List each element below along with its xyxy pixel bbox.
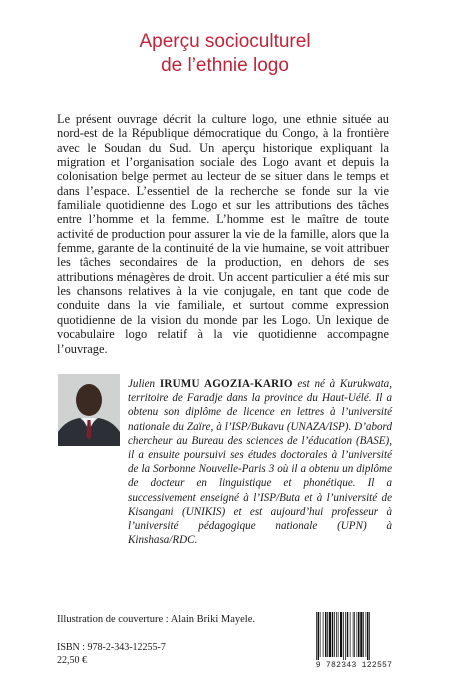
barcode-bar: [316, 612, 317, 660]
isbn: ISBN : 978-2-343-12255-7: [57, 642, 166, 653]
author-surname: IRUMU AGOZIA-KARIO: [159, 378, 293, 390]
barcode-bar: [345, 612, 346, 660]
barcode-bar: [340, 612, 342, 657]
author-bio: [128, 377, 392, 547]
barcode-bar: [336, 612, 337, 657]
barcode-bar: [334, 612, 335, 657]
barcode-bar: [320, 612, 321, 657]
barcode-bar: [332, 612, 334, 657]
barcode-digits: 9 782343 122557: [315, 661, 393, 670]
author-portrait-icon: [58, 374, 120, 446]
barcode-bar: [329, 612, 331, 657]
price: 22,50 €: [57, 655, 87, 666]
barcode-bar: [354, 612, 355, 657]
book-title: [0, 30, 450, 78]
barcode-bar: [338, 612, 339, 657]
title-line-1: Aperçu socioculturel: [139, 31, 311, 52]
barcode-bar: [350, 612, 351, 657]
barcode-bar: [325, 612, 327, 657]
barcode-bar: [318, 612, 320, 660]
barcode-bar: [367, 612, 369, 660]
barcode-bar: [347, 612, 349, 657]
barcode-bar: [343, 612, 344, 660]
barcode-bar: [323, 612, 324, 657]
barcode-bar: [358, 612, 360, 657]
barcode: [313, 612, 395, 670]
barcode-bar: [366, 612, 367, 657]
barcode-bar: [327, 612, 328, 657]
book-summary: Le présent ouvrage décrit la culture logo, une ethnie située au nord-est de la République démocratique du Congo, à la frontière avec le Soudan du Sud. Un aperçu historique expliquant la migration et l’organisation sociale des Logo avant et depuis la colonisation belge permet au lecteur de se situer dans le temps et dans l’espace. L’essentiel de la recherche se fonde sur la vie familiale quotidienne des Logo et sur les attributions des tâches entre l’homme et la femme. L’homme est le maître de toute activité de production pour assurer la vie de la famille, alors que la femme, garante de la continuité de la vie humaine, se voit attribuer les tâches secondaires de la production, en dehors de ses attributions ménagères de droit. Un accent particulier a été mis sur les chansons relatives à la vie conjugale, en tant que code de conduite dans la vie familiale, et surtout comme expression quotidienne de la vision du monde par les Logo. Un lexique de vocabulaire logo relatif à la vie quotidienne accompagne l’ouvrage.: [57, 112, 389, 356]
barcode-bar: [353, 612, 354, 657]
barcode-bar: [357, 612, 358, 657]
author-first-name: Julien: [128, 378, 156, 390]
barcode-bars-icon: [313, 612, 395, 660]
author-photo: [58, 374, 120, 446]
barcode-bar: [363, 612, 364, 657]
barcode-bar: [369, 612, 370, 660]
cover-credit: Illustration de couverture : Alain Briki Mayele.: [57, 614, 255, 625]
barcode-bar: [360, 612, 362, 657]
title-line-2: de l’ethnie logo: [161, 55, 289, 76]
author-bio-text: est né à Kurukwata, territoire de Faradje dans la province du Haut-Uélé. Il a obtenu son diplôme de licence en lettres à l’université nationale du Zaïre, à l’ISP/Bukavu (UNAZA/ISP). D’abord chercheur au Bureau des sciences de l’éducation (BASE), il a ensuite poursuivi ses études doctorales à l’université de la Sorbonne Nouvelle-Paris 3 où il a obtenu un diplôme de docteur en linguistique et phonétique. Il a successivement enseigné à l’ISP/Buta et à l’université de Kisangani (UNIKIS) et est aujourd’hui professeur à l’université pédagogique nationale (UPN) à Kinshasa/RDC.: [128, 378, 393, 547]
